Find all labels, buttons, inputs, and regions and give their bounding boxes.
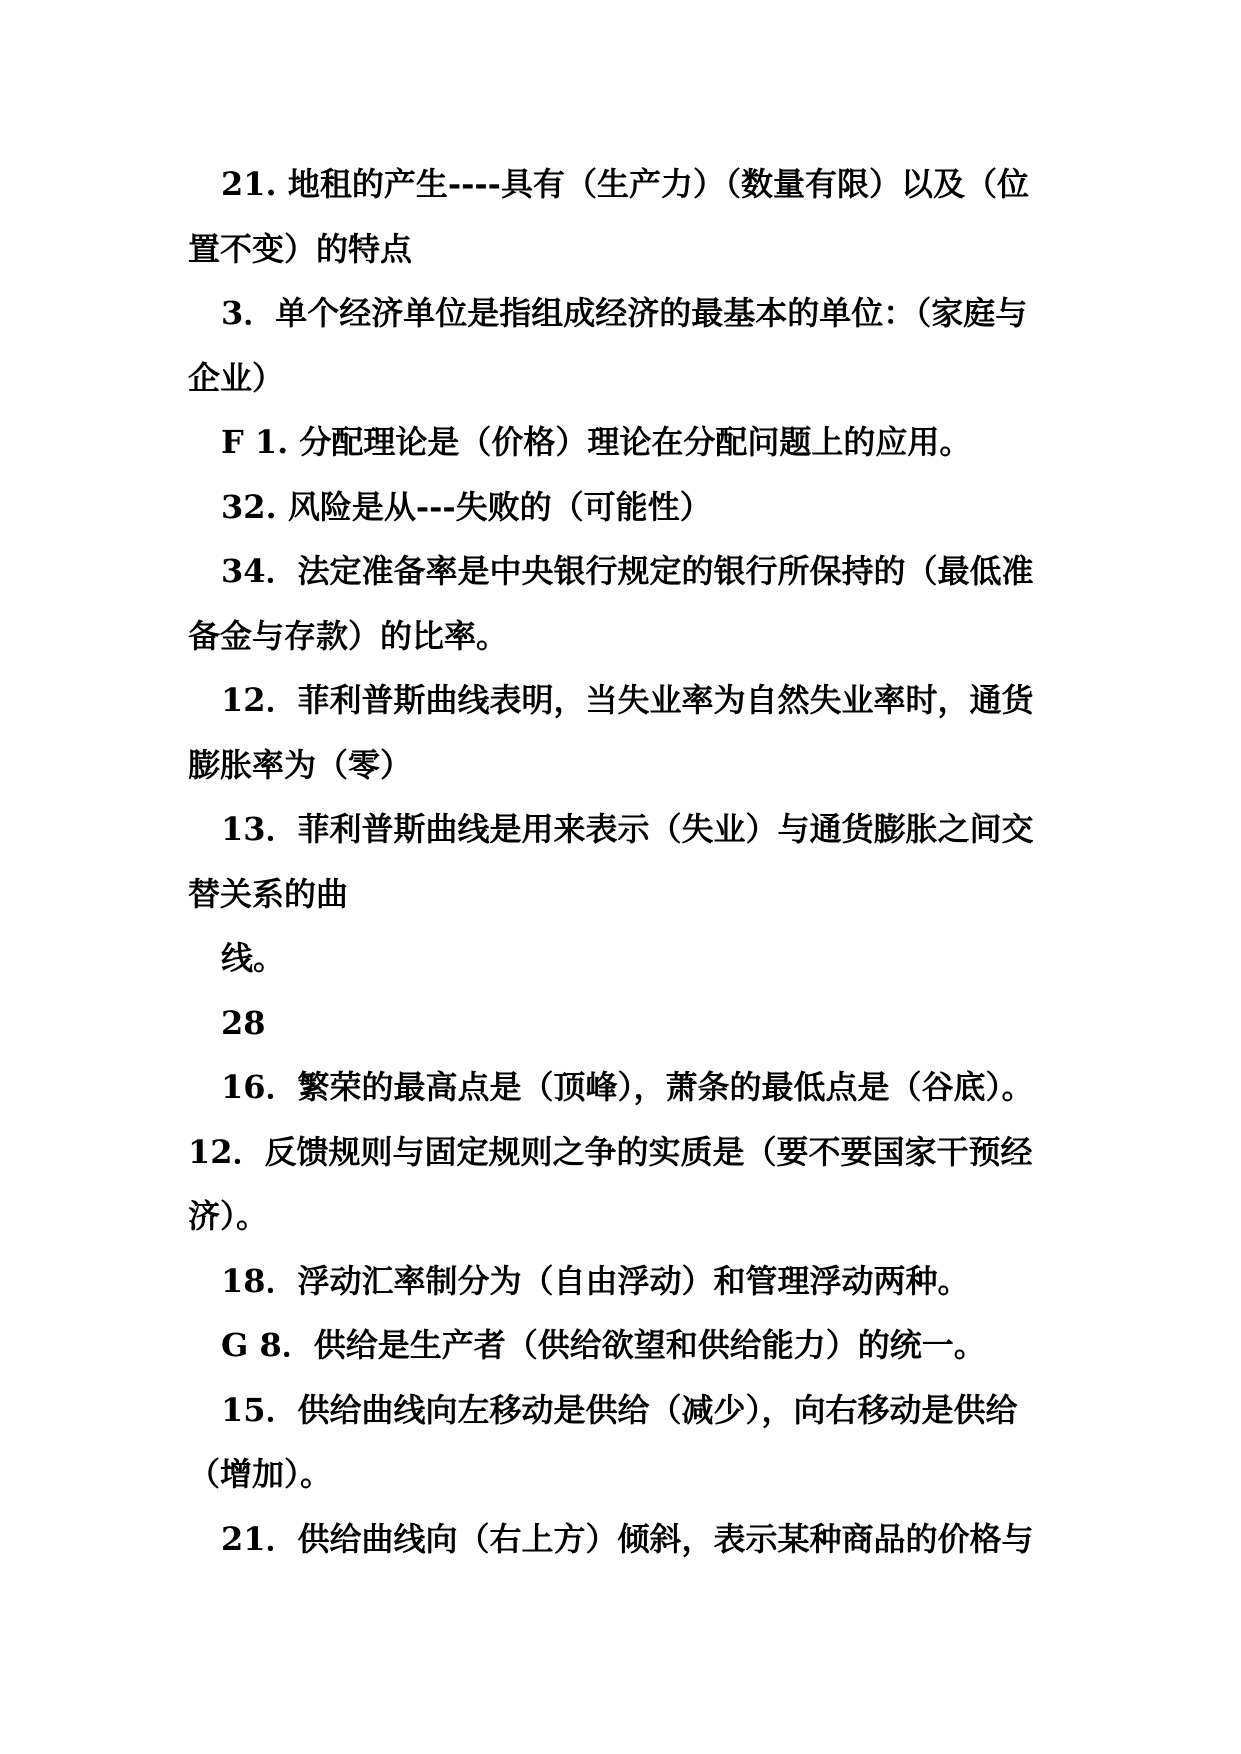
text-line: 21. 地租的产生----具有（生产力）（数量有限）以及（位 [221, 165, 1029, 203]
text-line: 企业） [188, 358, 285, 397]
text-line: F 1. 分配理论是（价格）理论在分配问题上的应用。 [221, 423, 972, 461]
text-line: 32. 风险是从---失败的（可能性） [221, 487, 712, 526]
text-line: 济）。 [188, 1197, 269, 1235]
text-line: 3．单个经济单位是指组成经济的最基本的单位：（家庭与 [221, 294, 1028, 332]
text-line: 18．浮动汇率制分为（自由浮动）和管理浮动两种。 [221, 1261, 970, 1300]
text-line: 替关系的曲 [188, 874, 349, 913]
text-line: G 8．供给是生产者（供给欲望和供给能力）的统一。 [221, 1326, 986, 1364]
document-body [188, 152, 1058, 1571]
text-line: 28 [221, 1003, 266, 1042]
text-line: 12．反馈规则与固定规则之争的实质是（要不要国家干预经 [188, 1132, 1033, 1171]
text-line: 置不变）的特点 [188, 229, 413, 268]
text-line: 34．法定准备率是中央银行规定的银行所保持的（最低准 [221, 552, 1034, 590]
text-line: 12．菲利普斯曲线表明，当失业率为自然失业率时，通货 [221, 681, 1034, 719]
text-line: 备金与存款）的比率。 [188, 616, 509, 655]
text-line: 21．供给曲线向（右上方）倾斜，表示某种商品的价格与 [221, 1519, 1034, 1558]
text-line: 线。 [221, 939, 286, 977]
text-line: 膨胀率为（零） [188, 745, 413, 784]
text-line: 16．繁荣的最高点是（顶峰），萧条的最低点是（谷底）。 [221, 1068, 1034, 1106]
text-line: （增加）。 [188, 1455, 333, 1493]
text-line: 15．供给曲线向左移动是供给（减少），向右移动是供给 [221, 1390, 1018, 1429]
text-line: 13．菲利普斯曲线是用来表示（失业）与通货膨胀之间交 [221, 810, 1034, 848]
